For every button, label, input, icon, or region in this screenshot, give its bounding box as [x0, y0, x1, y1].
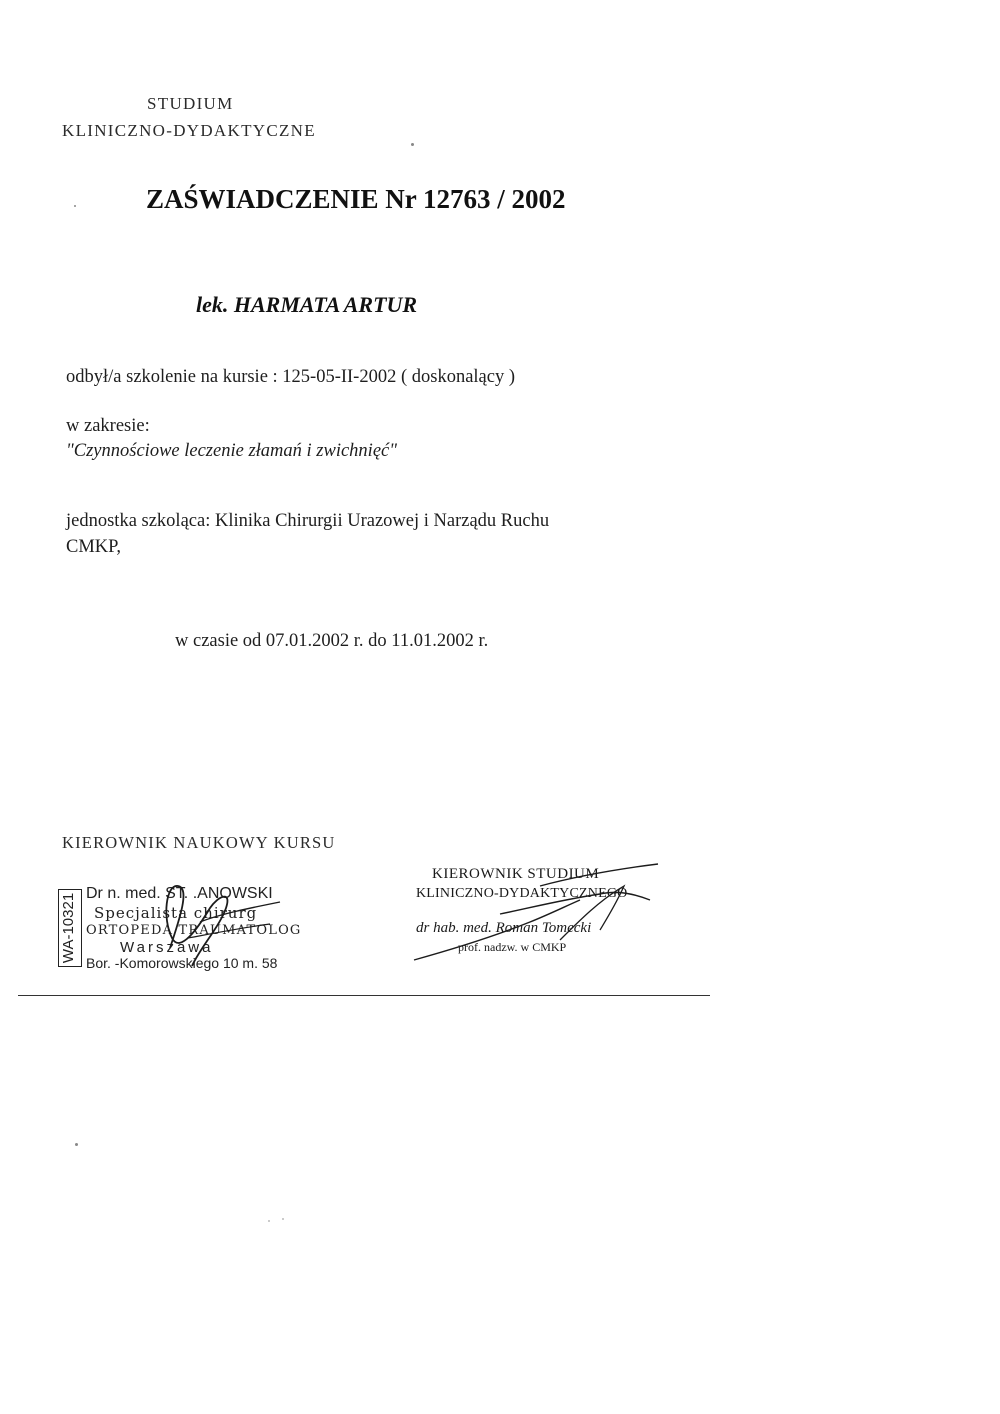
stamp-city: Warszawa	[120, 939, 214, 956]
scientific-director-stamp	[58, 885, 302, 971]
stamp-director-title: KIEROWNIK STUDIUM	[432, 866, 600, 882]
stamp-address: Bor. -Komorowskiego 10 m. 58	[86, 955, 278, 971]
course-statement: odbył/a szkolenie na kursie : 125-05-II-2002 ( doskonalący )	[66, 367, 516, 387]
document-title: ZAŚWIADCZENIE Nr 12763 / 2002	[146, 184, 566, 214]
stamp-license-number: WA-10321	[60, 892, 77, 964]
scan-speck	[411, 143, 414, 146]
stamp-specialty-detail: ORTOPEDA TRAUMATOLOG	[86, 923, 302, 938]
institution-name-line1: STUDIUM	[147, 94, 234, 113]
institution-name-line2: KLINICZNO-DYDAKTYCZNE	[62, 121, 316, 140]
bottom-divider	[18, 995, 710, 996]
stamp-studium-name: KLINICZNO-DYDAKTYCZNEGO	[416, 886, 628, 901]
stamp-director-position: prof. nadzw. w CMKP	[458, 940, 567, 954]
training-unit-line1: jednostka szkoląca: Klinika Chirurgii Urazowej i Narządu Ruchu	[66, 511, 550, 531]
scientific-director-caption: KIEROWNIK NAUKOWY KURSU	[62, 833, 336, 852]
studium-director-stamp	[410, 866, 670, 956]
scan-speck	[75, 1143, 78, 1146]
scan-speck	[268, 1220, 270, 1222]
scope-value: "Czynnościowe leczenie złamań i zwichnięć"	[66, 441, 398, 461]
stamp-director-name: dr hab. med. Roman Tomecki	[416, 920, 592, 936]
stamp-specialty: Specjalista chirurg	[94, 904, 258, 922]
stamp-doctor-name: Dr n. med. ST. .ANOWSKI	[86, 885, 273, 902]
stamp-license-box	[58, 889, 82, 967]
scan-speck	[282, 1218, 284, 1220]
scan-speck	[74, 205, 76, 207]
scope-label: w zakresie:	[66, 416, 150, 436]
recipient-name: lek. HARMATA ARTUR	[196, 292, 418, 317]
course-period: w czasie od 07.01.2002 r. do 11.01.2002 r.	[175, 631, 489, 651]
training-unit-line2: CMKP,	[66, 537, 122, 557]
